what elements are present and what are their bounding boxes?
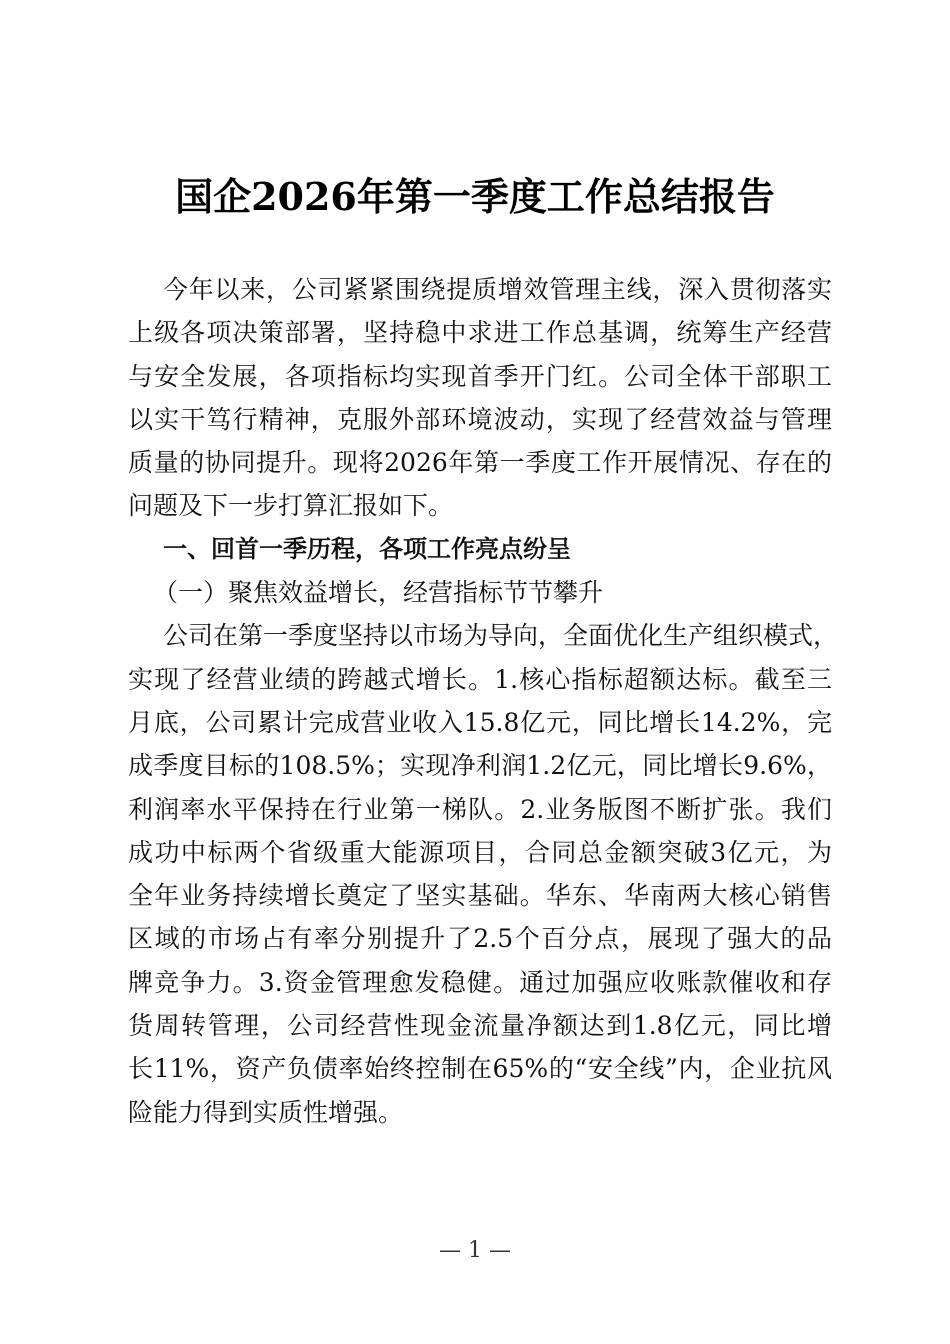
paragraph-line: 公司在第一季度坚持以市场为导向，全面优化生产组织模式， bbox=[163, 621, 839, 651]
paragraph-line: 成功中标两个省级重大能源项目，合同总金额突破3亿元，为 bbox=[128, 837, 832, 867]
paragraph-line: 区域的市场占有率分别提升了2.5个百分点，展现了强大的品 bbox=[128, 924, 832, 954]
paragraph-line: 以实干笃行精神，克服外部环境波动，实现了经营效益与管理 bbox=[128, 404, 832, 434]
paragraph-line: 与安全发展，各项指标均实现首季开门红。公司全体干部职工 bbox=[128, 361, 832, 391]
section-heading: 一、回首一季历程，各项工作亮点纷呈 bbox=[163, 534, 571, 563]
paragraph-line: 月底，公司累计完成营业收入15.8亿元，同比增长14.2%，完 bbox=[128, 707, 832, 737]
paragraph-line: 实现了经营业绩的跨越式增长。1.核心指标超额达标。截至三 bbox=[128, 664, 832, 694]
paragraph-line: 利润率水平保持在行业第一梯队。2.业务版图不断扩张。我们 bbox=[128, 794, 832, 824]
paragraph-line: 牌竞争力。3.资金管理愈发稳健。通过加强应收账款催收和存 bbox=[128, 967, 832, 997]
page-number: — 1 — bbox=[439, 1238, 511, 1263]
document-body bbox=[128, 268, 839, 1134]
paragraph-line: 成季度目标的108.5%；实现净利润1.2亿元，同比增长9.6%， bbox=[128, 751, 832, 781]
paragraph-line: 问题及下一步打算汇报如下。 bbox=[128, 491, 454, 521]
paragraph-line: 货周转管理，公司经营性现金流量净额达到1.8亿元，同比增 bbox=[128, 1011, 832, 1041]
subsection-heading: （一）聚焦效益增长，经营指标节节攀升 bbox=[153, 578, 604, 608]
paragraph-line: 今年以来，公司紧紧围绕提质增效管理主线，深入贯彻落实 bbox=[163, 275, 832, 304]
paragraph-line: 长11%，资产负债率始终控制在65%的“安全线”内，企业抗风 bbox=[128, 1054, 832, 1084]
paragraph-line: 质量的协同提升。现将2026年第一季度工作开展情况、存在的 bbox=[128, 448, 832, 478]
paragraph-line: 全年业务持续增长奠定了坚实基础。华东、华南两大核心销售 bbox=[128, 881, 832, 911]
document-title: 国企2026年第一季度工作总结报告 bbox=[175, 174, 775, 219]
paragraph-line: 上级各项决策部署，坚持稳中求进工作总基调，统筹生产经营 bbox=[128, 318, 832, 348]
paragraph-line: 险能力得到实质性增强。 bbox=[128, 1097, 404, 1127]
